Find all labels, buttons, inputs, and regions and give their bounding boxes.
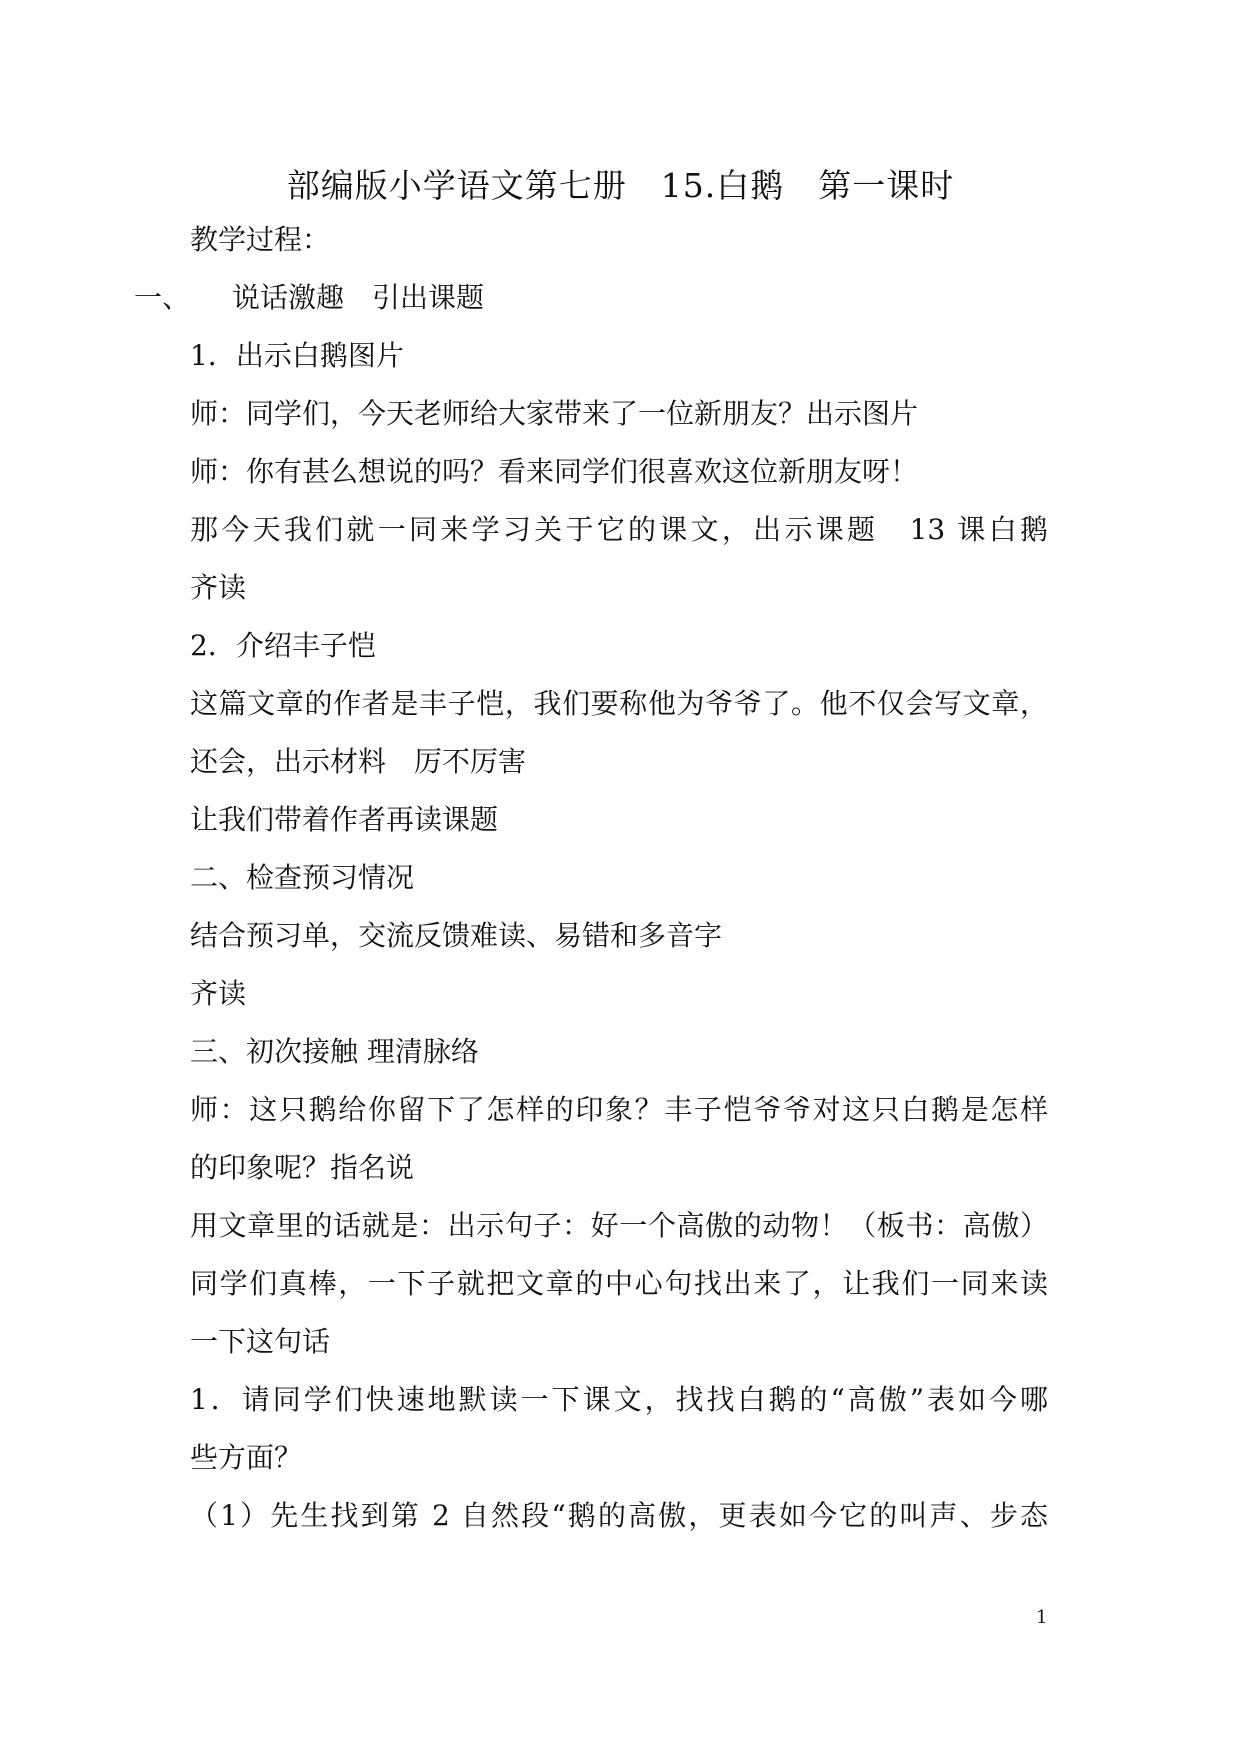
text-line: 这篇文章的作者是丰子恺，我们要称他为爷爷了。他不仅会写文章， <box>190 687 1048 720</box>
section-three-heading: 三、初次接触 理清脉络 <box>190 1035 479 1068</box>
text-line: 师：这只鹅给你留下了怎样的印象？丰子恺爷爷对这只白鹅是怎样 <box>190 1093 1048 1126</box>
text-line: 用文章里的话就是：出示句子：好一个高傲的动物！（板书：高傲） <box>190 1209 1048 1242</box>
teaching-process-heading: 教学过程： <box>190 223 331 256</box>
text-line: 师：你有甚么想说的吗？看来同学们很喜欢这位新朋友呀！ <box>190 455 919 488</box>
document-title: 部编版小学语文第七册 15.白鹅 第一课时 <box>286 166 955 205</box>
section-one-heading: 说话激趣 引出课题 <box>232 281 485 314</box>
text-line: 齐读 <box>190 571 247 604</box>
text-line: 2．介绍丰子恺 <box>190 629 376 662</box>
text-line: 师：同学们，今天老师给大家带来了一位新朋友？出示图片 <box>190 397 919 430</box>
text-line: 结合预习单，交流反馈难读、易错和多音字 <box>190 919 723 952</box>
text-line: 1．出示白鹅图片 <box>190 339 404 372</box>
text-line: 齐读 <box>190 977 247 1010</box>
text-line: 一下这句话 <box>190 1325 331 1358</box>
section-one-marker: 一、 <box>134 281 191 314</box>
text-line: （1）先生找到第 2 自然段“鹅的高傲，更表如今它的叫声、步态 <box>190 1499 1048 1532</box>
text-line: 还会，出示材料 厉不厉害 <box>190 745 527 778</box>
text-line: 同学们真棒，一下子就把文章的中心句找出来了，让我们一同来读 <box>190 1267 1048 1300</box>
text-line: 的印象呢？指名说 <box>190 1151 415 1184</box>
page-number: 1 <box>1036 1607 1048 1628</box>
text-line: 那今天我们就一同来学习关于它的课文，出示课题 13 课白鹅 <box>190 513 1048 546</box>
text-line: 让我们带着作者再读课题 <box>190 803 499 836</box>
text-line: 些方面？ <box>190 1441 303 1474</box>
section-two-heading: 二、检查预习情况 <box>190 861 415 894</box>
text-line: 1．请同学们快速地默读一下课文，找找白鹅的“高傲”表如今哪 <box>190 1383 1048 1416</box>
